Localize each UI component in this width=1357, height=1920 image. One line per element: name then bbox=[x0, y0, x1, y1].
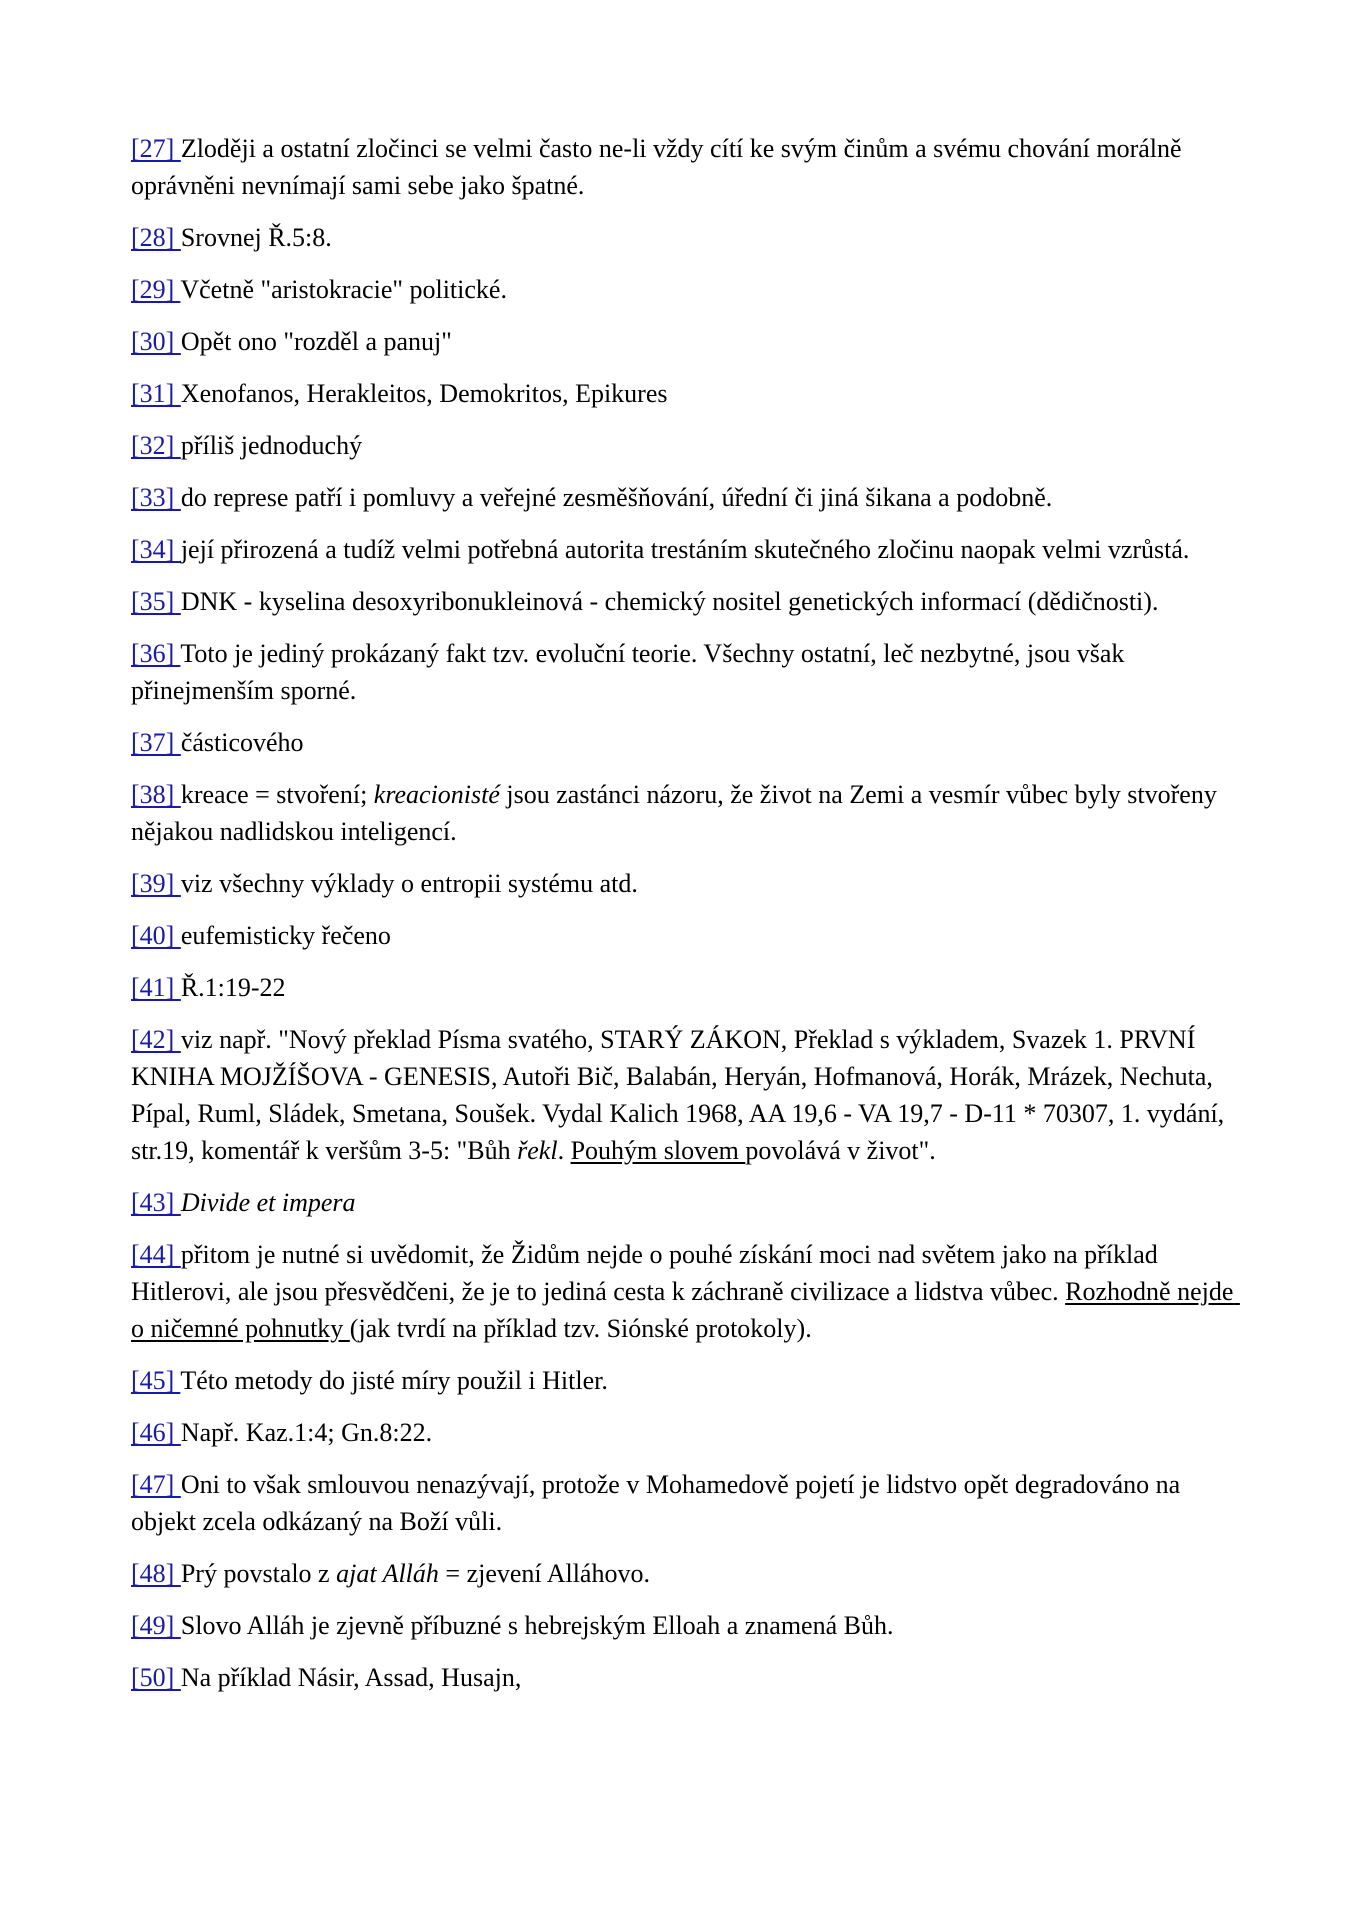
footnote bbox=[131, 1607, 1241, 1644]
footnote-text: viz např. "Nový překlad Písma svatého, STARÝ ZÁKON, Překlad s výkladem, Svazek 1. PRVNÍ KNIHA MOJŽÍŠOVA - GENESIS, Autoři Bič, Balabán, Heryán, Hofmanová, Horák, Mrázek, Nechuta, Pípal, Ruml, Sládek, Smetana, Soušek. Vydal Kalich 1968, AA 19,6 - VA 19,7 - D-11 * 70307, 1. vydání, str.19, komentář k veršům 3-5: "Bůh bbox=[131, 1025, 1231, 1165]
footnote-text: DNK - kyselina desoxyribonukleinová - chemický nositel genetických informací (dědičnosti). bbox=[180, 587, 1159, 616]
footnote bbox=[131, 917, 1241, 954]
footnote bbox=[131, 323, 1241, 360]
footnote-text: Zloději a ostatní zločinci se velmi často ne-li vždy cítí ke svým činům a svému chování morálně oprávněni nevnímají sami sebe jako špatné. bbox=[131, 134, 1189, 200]
footnote-text: Prý povstalo z bbox=[180, 1559, 337, 1588]
footnote-text: částicového bbox=[180, 728, 304, 757]
footnote-text: Slovo Alláh je zjevně příbuzné s hebrejským Elloah a znamená Bůh. bbox=[180, 1611, 894, 1640]
footnote-backlink[interactable]: [43] bbox=[131, 1188, 181, 1217]
footnote-text: do represe patří i pomluvy a veřejné zesměšňování, úřední či jiná šikana a podobně. bbox=[180, 483, 1053, 512]
footnote bbox=[131, 375, 1241, 412]
footnote-text: příliš jednoduchý bbox=[180, 431, 363, 460]
footnote-backlink[interactable]: [46] bbox=[131, 1418, 181, 1447]
footnote-text: Toto je jediný prokázaný fakt tzv. evoluční teorie. Všechny ostatní, leč nezbytné, jsou však přinejmenším sporné. bbox=[131, 639, 1131, 705]
footnote-text: povolává v život". bbox=[745, 1136, 936, 1165]
footnote-backlink[interactable]: [40] bbox=[131, 921, 181, 950]
footnote-backlink[interactable]: [44] bbox=[131, 1240, 181, 1269]
footnote bbox=[131, 219, 1241, 256]
footnote-text: Oni to však smlouvou nenazývají, protože v Mohamedově pojetí je lidstvo opět degradováno na objekt zcela odkázaný na Boží vůli. bbox=[131, 1470, 1187, 1536]
footnote-text: Této metody do jisté míry použil i Hitler. bbox=[180, 1366, 608, 1395]
footnote-backlink[interactable]: [32] bbox=[131, 431, 181, 460]
footnote bbox=[131, 1414, 1241, 1451]
footnote-text: Opět ono "rozděl a panuj" bbox=[180, 327, 452, 356]
footnote-backlink[interactable]: [39] bbox=[131, 869, 181, 898]
footnote bbox=[131, 776, 1241, 850]
footnote bbox=[131, 583, 1241, 620]
footnote-italic-text: kreacionisté bbox=[373, 780, 500, 809]
footnote bbox=[131, 969, 1241, 1006]
footnote bbox=[131, 865, 1241, 902]
footnote-italic-text: ajat Alláh bbox=[336, 1559, 439, 1588]
footnote bbox=[131, 1555, 1241, 1592]
footnote-backlink[interactable]: [28] bbox=[131, 223, 181, 252]
footnote-text: Včetně "aristokracie" politické. bbox=[180, 275, 507, 304]
footnote bbox=[131, 1466, 1241, 1540]
footnote-backlink[interactable]: [30] bbox=[131, 327, 181, 356]
footnotes-list bbox=[131, 130, 1241, 1711]
footnote-backlink[interactable]: [27] bbox=[131, 134, 181, 163]
footnote bbox=[131, 1236, 1241, 1347]
footnote-text: kreace = stvoření; bbox=[180, 780, 374, 809]
footnote-backlink[interactable]: [36] bbox=[131, 639, 181, 668]
footnote bbox=[131, 271, 1241, 308]
footnote-text: Xenofanos, Herakleitos, Demokritos, Epikures bbox=[180, 379, 668, 408]
footnote bbox=[131, 724, 1241, 761]
footnote-backlink[interactable]: [33] bbox=[131, 483, 181, 512]
footnote-backlink[interactable]: [49] bbox=[131, 1611, 181, 1640]
footnote bbox=[131, 1362, 1241, 1399]
footnote bbox=[131, 1659, 1241, 1696]
footnote bbox=[131, 531, 1241, 568]
footnote-italic-text: Divide et impera bbox=[180, 1188, 356, 1217]
footnote-backlink[interactable]: [35] bbox=[131, 587, 181, 616]
footnote-text: (jak tvrdí na příklad tzv. Siónské protokoly). bbox=[349, 1314, 812, 1343]
footnote-italic-text: řekl bbox=[517, 1136, 558, 1165]
footnote-backlink[interactable]: [50] bbox=[131, 1663, 181, 1692]
footnote-backlink[interactable]: [29] bbox=[131, 275, 181, 304]
footnote bbox=[131, 1021, 1241, 1169]
footnote bbox=[131, 1184, 1241, 1221]
footnote-backlink[interactable]: [31] bbox=[131, 379, 181, 408]
footnote bbox=[131, 479, 1241, 516]
footnote-text: viz všechny výklady o entropii systému atd. bbox=[180, 869, 638, 898]
footnote-backlink[interactable]: [41] bbox=[131, 973, 181, 1002]
footnote-text: . bbox=[557, 1136, 571, 1165]
footnote-backlink[interactable]: [38] bbox=[131, 780, 181, 809]
footnote-text: Na příklad Násir, Assad, Husajn, bbox=[180, 1663, 522, 1692]
footnote-text: = zjevení Alláhovo. bbox=[438, 1559, 650, 1588]
footnote-backlink[interactable]: [48] bbox=[131, 1559, 181, 1588]
footnote-text: Např. Kaz.1:4; Gn.8:22. bbox=[180, 1418, 433, 1447]
footnote-underlined-text: Rozhodně nejde o ničemné pohnutky bbox=[131, 1277, 1240, 1343]
footnote-backlink[interactable]: [34] bbox=[131, 535, 181, 564]
footnote-text: Ř.1:19-22 bbox=[180, 973, 286, 1002]
footnote-text: její přirozená a tudíž velmi potřebná autorita trestáním skutečného zločinu naopak velmi vzrůstá. bbox=[180, 535, 1190, 564]
footnote bbox=[131, 635, 1241, 709]
footnote-backlink[interactable]: [37] bbox=[131, 728, 181, 757]
footnote-backlink[interactable]: [45] bbox=[131, 1366, 181, 1395]
footnote bbox=[131, 130, 1241, 204]
footnote-text: jsou zastánci názoru, že život na Zemi a vesmír vůbec byly stvořeny nějakou nadlidskou inteligencí. bbox=[131, 780, 1224, 846]
footnote-text: Srovnej Ř.5:8. bbox=[180, 223, 332, 252]
footnote-backlink[interactable]: [47] bbox=[131, 1470, 181, 1499]
footnote-backlink[interactable]: [42] bbox=[131, 1025, 181, 1054]
footnote-text: přitom je nutné si uvědomit, že Židům nejde o pouhé získání moci nad světem jako na příklad Hitlerovi, ale jsou přesvědčeni, že je to jediná cesta k záchraně civilizace a lidstva vůbec. bbox=[131, 1240, 1165, 1306]
footnote-underlined-text: Pouhým slovem bbox=[570, 1136, 746, 1165]
footnote bbox=[131, 427, 1241, 464]
footnote-text: eufemisticky řečeno bbox=[180, 921, 391, 950]
